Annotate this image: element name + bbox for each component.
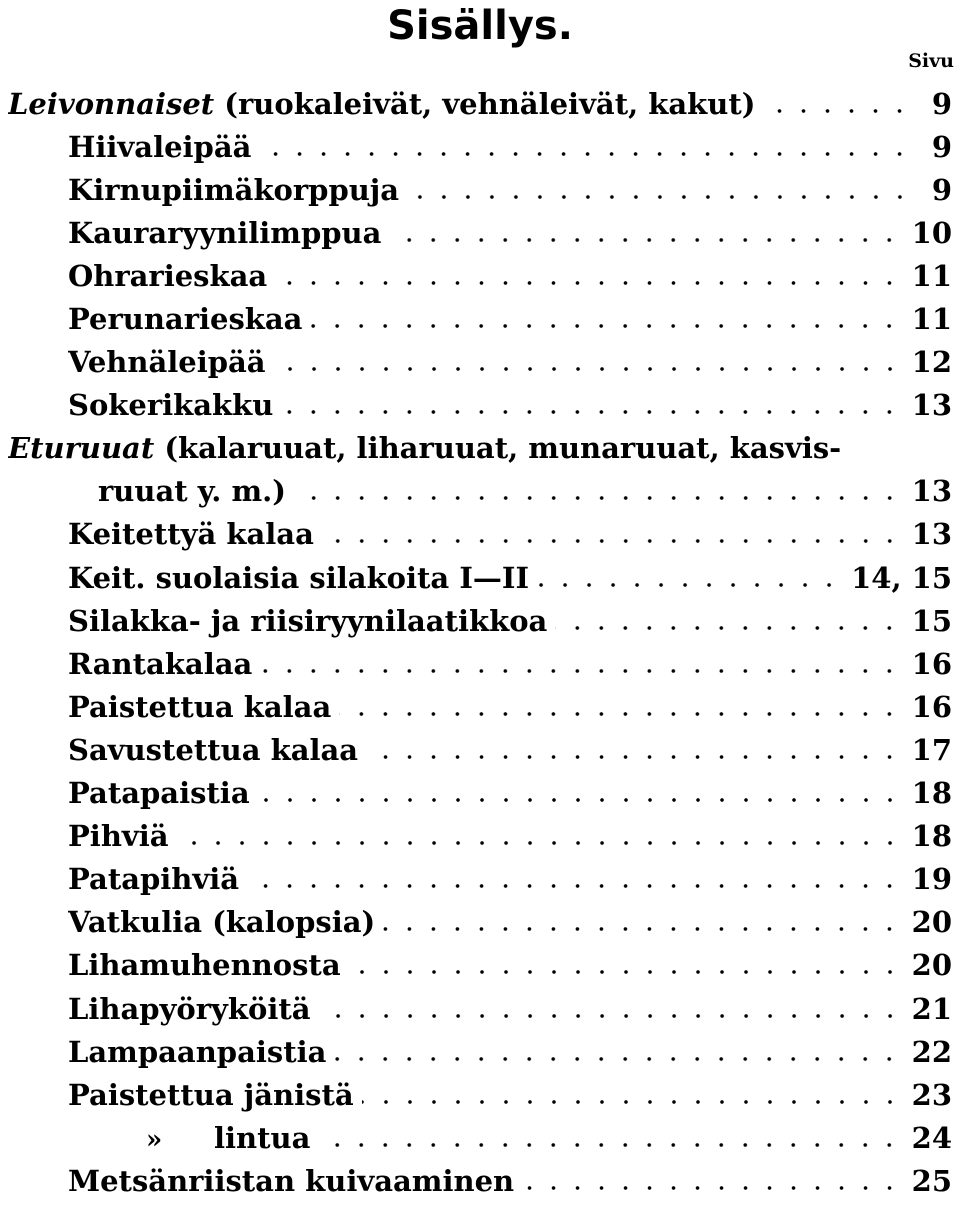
leader-dots — [349, 969, 902, 975]
toc-entry — [0, 858, 960, 901]
toc-page-number: 18 — [911, 819, 952, 854]
toc-entry-continuation — [0, 470, 960, 513]
toc-entry — [0, 254, 960, 297]
toc-entry — [0, 168, 960, 211]
toc-entry — [0, 728, 960, 771]
toc-entry-label: Vatkulia (kalopsia) — [68, 905, 376, 940]
leader-dots — [407, 194, 912, 200]
toc-entry — [0, 1030, 960, 1073]
toc-page-number: 16 — [911, 646, 952, 681]
toc-entry — [0, 513, 960, 556]
toc-entry-label: Vehnäleipää — [68, 345, 266, 380]
leader-dots — [537, 582, 841, 588]
leader-dots — [389, 237, 901, 243]
toc-entry-section — [0, 427, 960, 470]
toc-page-number: 25 — [911, 1163, 952, 1198]
leader-dots — [339, 711, 901, 717]
toc-entry-label: Rantakalaa — [68, 646, 253, 681]
toc-entry — [0, 772, 960, 815]
toc-page-number: 15 — [911, 603, 952, 638]
toc-entry — [0, 1073, 960, 1116]
toc-entry — [0, 556, 960, 599]
toc-entry-label: Sokerikakku — [68, 388, 274, 423]
leader-dots — [334, 1056, 901, 1062]
leader-dots — [522, 1185, 902, 1191]
toc-entry-label: Lihapyöryköitä — [68, 991, 311, 1026]
leader-dots — [177, 840, 902, 846]
toc-entry — [0, 1159, 960, 1202]
toc-entry-label: Lampaanpaistia — [68, 1034, 327, 1069]
leader-dots — [258, 797, 902, 803]
leader-dots — [310, 323, 901, 329]
toc-entry — [0, 685, 960, 728]
leader-dots — [247, 883, 902, 889]
toc-entry-label: Kirnupiimäkorppuja — [68, 172, 400, 207]
toc-page-number: 9 — [931, 86, 952, 121]
toc-page-number: 16 — [911, 689, 952, 724]
toc-page-number: 9 — [931, 129, 952, 164]
leader-dots — [275, 280, 901, 286]
toc-entry — [0, 125, 960, 168]
toc-page-number: 20 — [911, 948, 952, 983]
toc-entry-label: Hiivaleipää — [68, 129, 252, 164]
toc-page-number: 12 — [911, 345, 952, 380]
toc-page-number: 24 — [911, 1120, 952, 1155]
toc-entry-label: Paistettua jänistä — [68, 1077, 354, 1112]
section-name: Eturuuat — [8, 431, 155, 466]
toc-entry — [0, 901, 960, 944]
page-title: Sisällys. — [387, 3, 573, 49]
toc-entry-label — [146, 1121, 310, 1155]
section-name: Leivonnaiset — [8, 86, 215, 121]
leader-dots — [281, 409, 901, 415]
toc-page-number: 13 — [911, 517, 952, 552]
toc-entry-label: Savustettua kalaa — [68, 732, 359, 767]
toc-entry — [0, 341, 960, 384]
toc-entry-label: Keit. suolaisia silakoita I—II — [68, 560, 530, 595]
toc-page-number: 19 — [911, 862, 952, 897]
toc-entry-label: Patapaistia — [68, 776, 250, 811]
toc-entry-label: Kauraryynilimppua — [68, 215, 382, 250]
leader-dots — [260, 668, 901, 674]
toc-entry — [0, 815, 960, 858]
toc-entry-label — [8, 87, 755, 121]
leader-dots — [318, 1142, 901, 1148]
toc-page-number: 21 — [911, 991, 952, 1026]
toc-page-number: 14, 15 — [851, 560, 952, 595]
toc-entry-label: Ohrarieskaa — [68, 258, 268, 293]
section-description: (kalaruuat, liharuuat, munaruuat, kasvis- — [154, 431, 842, 466]
toc-page-number: 11 — [911, 302, 952, 337]
leader-dots — [555, 625, 901, 631]
toc-page-number: 13 — [911, 474, 952, 509]
toc-page-number: 11 — [911, 258, 952, 293]
leader-dots — [274, 366, 902, 372]
toc-entry — [0, 297, 960, 340]
toc-entry — [0, 642, 960, 685]
leader-dots — [362, 1099, 902, 1105]
toc-entry — [0, 211, 960, 254]
toc-entry-label: Silakka- ja riisiryynilaatikkoa — [68, 603, 548, 638]
leader-dots — [319, 1013, 902, 1019]
toc-entry-label: Patapihviä — [68, 862, 240, 897]
leader-dots — [383, 926, 901, 932]
toc-entry-ditto — [0, 1116, 960, 1159]
toc-entry — [0, 384, 960, 427]
leader-dots — [763, 108, 912, 114]
toc-page-number: 23 — [911, 1077, 952, 1112]
toc-page-number: 9 — [931, 172, 952, 207]
toc-page-number: 13 — [911, 388, 952, 423]
toc-entry-section — [0, 82, 960, 125]
toc-page-number: 20 — [911, 905, 952, 940]
toc-page-number: 22 — [911, 1034, 952, 1069]
leader-dots — [259, 151, 912, 157]
section-description: (ruokaleivät, vehnäleivät, kakut) — [214, 86, 756, 121]
ditto-mark: » — [146, 1124, 163, 1155]
toc-entry-text: lintua — [214, 1120, 311, 1155]
toc-entry — [0, 599, 960, 642]
leader-dots — [366, 754, 902, 760]
page-column-label: Sivu — [908, 50, 954, 72]
toc-page-number: 18 — [911, 776, 952, 811]
toc-entry-label: Pihviä — [68, 819, 169, 854]
leader-dots — [294, 495, 902, 501]
toc-entry — [0, 944, 960, 987]
toc-entry-label: Metsänriistan kuivaaminen — [68, 1163, 515, 1198]
toc-page-number: 10 — [911, 215, 952, 250]
toc-entry — [0, 987, 960, 1030]
toc-entry-label: Perunarieskaa — [68, 302, 303, 337]
toc-entry-label — [8, 431, 841, 465]
leader-dots — [322, 538, 902, 544]
table-of-contents — [0, 82, 960, 1202]
toc-entry-label: Lihamuhennosta — [68, 948, 341, 983]
toc-page-number: 17 — [911, 732, 952, 767]
toc-entry-label: ruuat y. m.) — [98, 474, 286, 509]
toc-entry-label: Paistettua kalaa — [68, 689, 332, 724]
toc-entry-label: Keitettyä kalaa — [68, 517, 314, 552]
